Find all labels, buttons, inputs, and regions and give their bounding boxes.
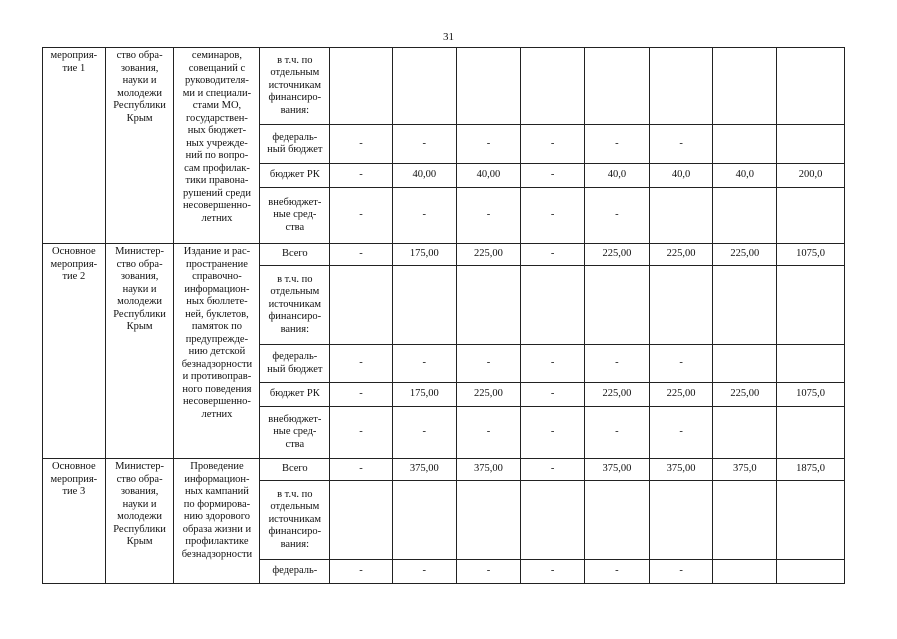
measure-cell: Основное мероприя- тие 2 bbox=[43, 244, 106, 459]
value-cell: 225,00 bbox=[456, 383, 521, 407]
value-cell bbox=[330, 266, 393, 345]
value-cell bbox=[713, 407, 777, 459]
value-cell: - bbox=[456, 345, 521, 383]
description-cell: Издание и рас- пространение справочно- информацион- ных бюллете- ней, буклетов, памяток по предупрежде- нию детской безнадзорности и противоправ- ного поведения несовершенно- летних bbox=[174, 244, 260, 459]
value-cell bbox=[521, 481, 585, 560]
value-cell bbox=[649, 266, 713, 345]
value-cell: 1875,0 bbox=[777, 459, 845, 481]
value-cell bbox=[392, 481, 456, 560]
value-cell: - bbox=[456, 560, 521, 584]
value-cell bbox=[392, 48, 456, 125]
funding-source-cell: бюджет РК bbox=[260, 164, 330, 188]
value-cell bbox=[777, 188, 845, 244]
value-cell: - bbox=[521, 459, 585, 481]
value-cell bbox=[713, 345, 777, 383]
description-cell: Проведение информацион- ных кампаний по формирова- нию здорового образа жизни и профилактике безнадзорности bbox=[174, 459, 260, 584]
executor-cell: ство обра- зования, науки и молодежи Республики Крым bbox=[105, 48, 174, 244]
value-cell: - bbox=[392, 188, 456, 244]
funding-source-cell: бюджет РК bbox=[260, 383, 330, 407]
value-cell bbox=[777, 345, 845, 383]
budget-table bbox=[42, 47, 845, 584]
value-cell bbox=[456, 266, 521, 345]
value-cell bbox=[585, 48, 650, 125]
value-cell bbox=[330, 481, 393, 560]
value-cell: - bbox=[521, 407, 585, 459]
value-cell: - bbox=[521, 244, 585, 266]
value-cell: 225,00 bbox=[456, 244, 521, 266]
measure-cell: Основное мероприя- тие 3 bbox=[43, 459, 106, 584]
funding-source-cell: внебюджет- ные сред- ства bbox=[260, 188, 330, 244]
value-cell bbox=[713, 266, 777, 345]
page-number: 31 bbox=[443, 31, 454, 43]
funding-source-cell: в т.ч. по отдельным источникам финансиро- вания: bbox=[260, 481, 330, 560]
value-cell: 1075,0 bbox=[777, 383, 845, 407]
value-cell: - bbox=[521, 125, 585, 164]
measure-cell: мероприя- тие 1 bbox=[43, 48, 106, 244]
value-cell: - bbox=[649, 125, 713, 164]
value-cell: - bbox=[392, 560, 456, 584]
value-cell bbox=[649, 48, 713, 125]
value-cell: - bbox=[521, 164, 585, 188]
value-cell: - bbox=[456, 407, 521, 459]
value-cell: - bbox=[330, 407, 393, 459]
value-cell bbox=[649, 481, 713, 560]
value-cell: 225,00 bbox=[713, 244, 777, 266]
funding-source-cell: внебюджет- ные сред- ства bbox=[260, 407, 330, 459]
value-cell: 225,00 bbox=[585, 383, 650, 407]
value-cell: - bbox=[456, 125, 521, 164]
value-cell: - bbox=[649, 345, 713, 383]
value-cell: - bbox=[330, 459, 393, 481]
value-cell bbox=[585, 481, 650, 560]
value-cell bbox=[713, 48, 777, 125]
value-cell bbox=[713, 560, 777, 584]
value-cell: 175,00 bbox=[392, 383, 456, 407]
value-cell: 40,0 bbox=[585, 164, 650, 188]
value-cell bbox=[777, 48, 845, 125]
value-cell: 375,00 bbox=[392, 459, 456, 481]
value-cell: - bbox=[585, 125, 650, 164]
value-cell: - bbox=[330, 345, 393, 383]
value-cell: - bbox=[521, 383, 585, 407]
value-cell: - bbox=[521, 560, 585, 584]
value-cell: 225,00 bbox=[649, 244, 713, 266]
value-cell: - bbox=[585, 560, 650, 584]
value-cell bbox=[777, 560, 845, 584]
value-cell bbox=[649, 188, 713, 244]
value-cell: 225,00 bbox=[713, 383, 777, 407]
value-cell bbox=[456, 48, 521, 125]
value-cell: 40,0 bbox=[713, 164, 777, 188]
value-cell: 225,00 bbox=[649, 383, 713, 407]
value-cell: 375,0 bbox=[713, 459, 777, 481]
value-cell: 375,00 bbox=[456, 459, 521, 481]
value-cell: 200,0 bbox=[777, 164, 845, 188]
value-cell bbox=[777, 481, 845, 560]
table-row bbox=[43, 48, 845, 125]
executor-cell: Министер- ство обра- зования, науки и молодежи Республики Крым bbox=[105, 244, 174, 459]
value-cell: 375,00 bbox=[585, 459, 650, 481]
value-cell bbox=[392, 266, 456, 345]
funding-source-cell: федераль- bbox=[260, 560, 330, 584]
value-cell: - bbox=[392, 125, 456, 164]
value-cell bbox=[456, 481, 521, 560]
value-cell: - bbox=[521, 188, 585, 244]
value-cell: 40,00 bbox=[392, 164, 456, 188]
value-cell: 175,00 bbox=[392, 244, 456, 266]
value-cell: - bbox=[585, 188, 650, 244]
value-cell: - bbox=[649, 560, 713, 584]
funding-source-cell: в т.ч. по отдельным источникам финансиро- вания: bbox=[260, 266, 330, 345]
value-cell bbox=[713, 188, 777, 244]
table-row bbox=[43, 244, 845, 266]
value-cell: 40,00 bbox=[456, 164, 521, 188]
value-cell bbox=[777, 125, 845, 164]
funding-source-cell: федераль- ный бюджет bbox=[260, 125, 330, 164]
value-cell: - bbox=[585, 345, 650, 383]
funding-source-cell: Всего bbox=[260, 459, 330, 481]
executor-cell: Министер- ство обра- зования, науки и молодежи Республики Крым bbox=[105, 459, 174, 584]
value-cell: - bbox=[521, 345, 585, 383]
value-cell: 40,0 bbox=[649, 164, 713, 188]
value-cell: - bbox=[330, 164, 393, 188]
value-cell bbox=[521, 266, 585, 345]
value-cell: - bbox=[330, 125, 393, 164]
value-cell: - bbox=[330, 383, 393, 407]
value-cell: - bbox=[392, 407, 456, 459]
value-cell: - bbox=[456, 188, 521, 244]
value-cell bbox=[713, 125, 777, 164]
funding-source-cell: в т.ч. по отдельным источникам финансиро- вания: bbox=[260, 48, 330, 125]
value-cell bbox=[330, 48, 393, 125]
value-cell: 375,00 bbox=[649, 459, 713, 481]
value-cell bbox=[585, 266, 650, 345]
value-cell: - bbox=[330, 188, 393, 244]
value-cell: - bbox=[392, 345, 456, 383]
funding-source-cell: федераль- ный бюджет bbox=[260, 345, 330, 383]
value-cell bbox=[777, 407, 845, 459]
description-cell: семинаров, совещаний с руководителя- ми и специали- стами МО, государствен- ных бюджет- ных учрежде- ний по вопро- сам профилак- тики правона- рушений среди несовершенно- летних bbox=[174, 48, 260, 244]
value-cell: 1075,0 bbox=[777, 244, 845, 266]
table-row bbox=[43, 459, 845, 481]
funding-source-cell: Всего bbox=[260, 244, 330, 266]
value-cell: - bbox=[585, 407, 650, 459]
value-cell bbox=[713, 481, 777, 560]
value-cell bbox=[777, 266, 845, 345]
value-cell: - bbox=[649, 407, 713, 459]
value-cell: 225,00 bbox=[585, 244, 650, 266]
value-cell: - bbox=[330, 244, 393, 266]
value-cell: - bbox=[330, 560, 393, 584]
value-cell bbox=[521, 48, 585, 125]
